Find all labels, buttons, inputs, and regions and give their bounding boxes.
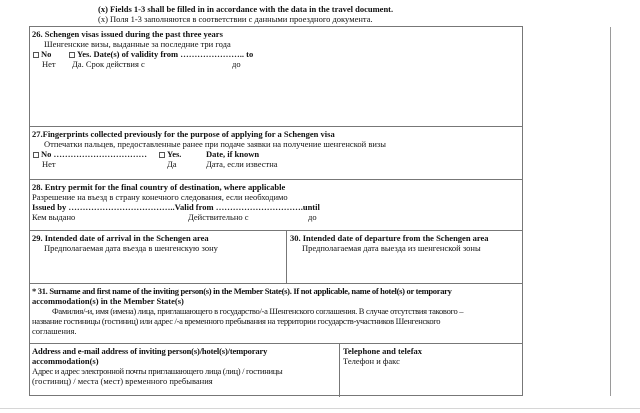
section-30-cell bbox=[286, 231, 522, 284]
label-26-no: No bbox=[41, 49, 52, 59]
section-30-title-ru: Предполагаемая дата выезда из шенгенской зоны bbox=[302, 243, 481, 253]
section-30-title: 30. Intended date of departure from the Schengen area bbox=[290, 233, 489, 243]
label-27-no-ru: Нет bbox=[42, 159, 56, 169]
section-28-title: 28. Entry permit for the final country of destination, where applicable bbox=[32, 182, 286, 192]
instruction-note-en: (x) Fields 1-3 shall be filled in in accordance with the data in the travel document. bbox=[98, 4, 394, 14]
label-27-date-if-known: Date, if known bbox=[206, 149, 260, 159]
section-29-title: 29. Intended date of arrival in the Schengen area bbox=[32, 233, 209, 243]
section-31-row bbox=[30, 284, 522, 344]
label-27-date-ru: Дата, если известна bbox=[206, 159, 278, 169]
checkbox-27-no[interactable] bbox=[33, 152, 39, 158]
address-telephone-row bbox=[30, 344, 522, 397]
section-27-title-ru: Отпечатки пальцев, предоставленные ранее при подаче заявки на получение шенгенской визы bbox=[44, 139, 386, 149]
address-ru-line1: Адрес и адрес электронной почты приглашающего лица (лиц) / гостиницы bbox=[32, 366, 283, 376]
address-title-line2: accommodation(s) bbox=[32, 356, 99, 366]
label-28-valid-ru: Действительно с bbox=[188, 212, 249, 222]
telephone-title: Telephone and telefax bbox=[343, 346, 423, 356]
checkbox-27-yes[interactable] bbox=[159, 152, 165, 158]
section-28-title-ru: Разрешение на въезд в страну конечного следования, если необходимо bbox=[32, 192, 288, 202]
section-31-ru-line3: соглашения. bbox=[32, 326, 77, 336]
section-28-row bbox=[30, 180, 522, 231]
section-31-ru-line1: Фамилия/-и, имя (имена) лица, приглашающего в государство/-а Шенгенского соглашения. В случае отсутствия такового – bbox=[52, 306, 464, 316]
visa-form-table bbox=[29, 26, 523, 396]
section-29-title-ru: Предполагаемая дата въезда в шенгенскую зону bbox=[44, 243, 218, 253]
address-ru-line2: (гостиниц) / места (мест) временного пребывания bbox=[32, 376, 213, 386]
label-26-to-ru: до bbox=[232, 59, 241, 69]
label-28-issued-ru: Кем выдано bbox=[32, 212, 76, 222]
address-cell bbox=[30, 344, 339, 397]
checkbox-26-yes[interactable] bbox=[69, 52, 75, 58]
label-28-until-ru: до bbox=[308, 212, 317, 222]
label-27-no: No …………………………… bbox=[41, 149, 148, 159]
page-edge-line bbox=[610, 27, 611, 396]
section-31-ru-line2: название гостиницы (гостиниц) или адрес /-а временного пребывания на территории государств-участников Шенгенского bbox=[32, 316, 441, 326]
telephone-cell bbox=[339, 344, 522, 397]
section-27-row bbox=[30, 127, 522, 180]
section-29-30-row bbox=[30, 231, 522, 284]
section-31-title-line1: * 31. Surname and first name of the inviting person(s) in the Member State(s). If not applicable, name of hotel(s) or temporary bbox=[32, 286, 452, 296]
section-26-title: 26. Schengen visas issued during the past three years bbox=[32, 29, 223, 39]
label-26-yes-validity: Yes. Date(s) of validity from ………………….. to bbox=[77, 49, 254, 59]
section-26-title-ru: Шенгенские визы, выданные за последние три года bbox=[44, 39, 231, 49]
section-26-row bbox=[30, 27, 522, 127]
label-28-issued-valid-until: Issued by ………………………………..Valid from ………………………….until bbox=[32, 202, 320, 212]
page-bottom-line bbox=[0, 408, 640, 409]
instruction-note-ru: (x) Поля 1-3 заполняются в соответствии с данными проездного документа. bbox=[98, 14, 373, 24]
telephone-title-ru: Телефон и факс bbox=[343, 356, 400, 366]
label-27-yes: Yes. bbox=[167, 149, 182, 159]
section-31-title-line2: accommodation(s) in the Member State(s) bbox=[32, 296, 184, 306]
address-title-line1: Address and e-mail address of inviting person(s)/hotel(s)/temporary bbox=[32, 346, 268, 356]
label-27-yes-ru: Да bbox=[167, 159, 177, 169]
section-29-cell bbox=[30, 231, 286, 284]
form-instruction-note bbox=[98, 4, 393, 24]
label-26-no-ru: Нет bbox=[42, 59, 56, 69]
section-27-title: 27.Fingerprints collected previously for the purpose of applying for a Schengen visa bbox=[32, 129, 335, 139]
label-26-yes-ru: Да. Срок действия с bbox=[72, 59, 145, 69]
checkbox-26-no[interactable] bbox=[33, 52, 39, 58]
